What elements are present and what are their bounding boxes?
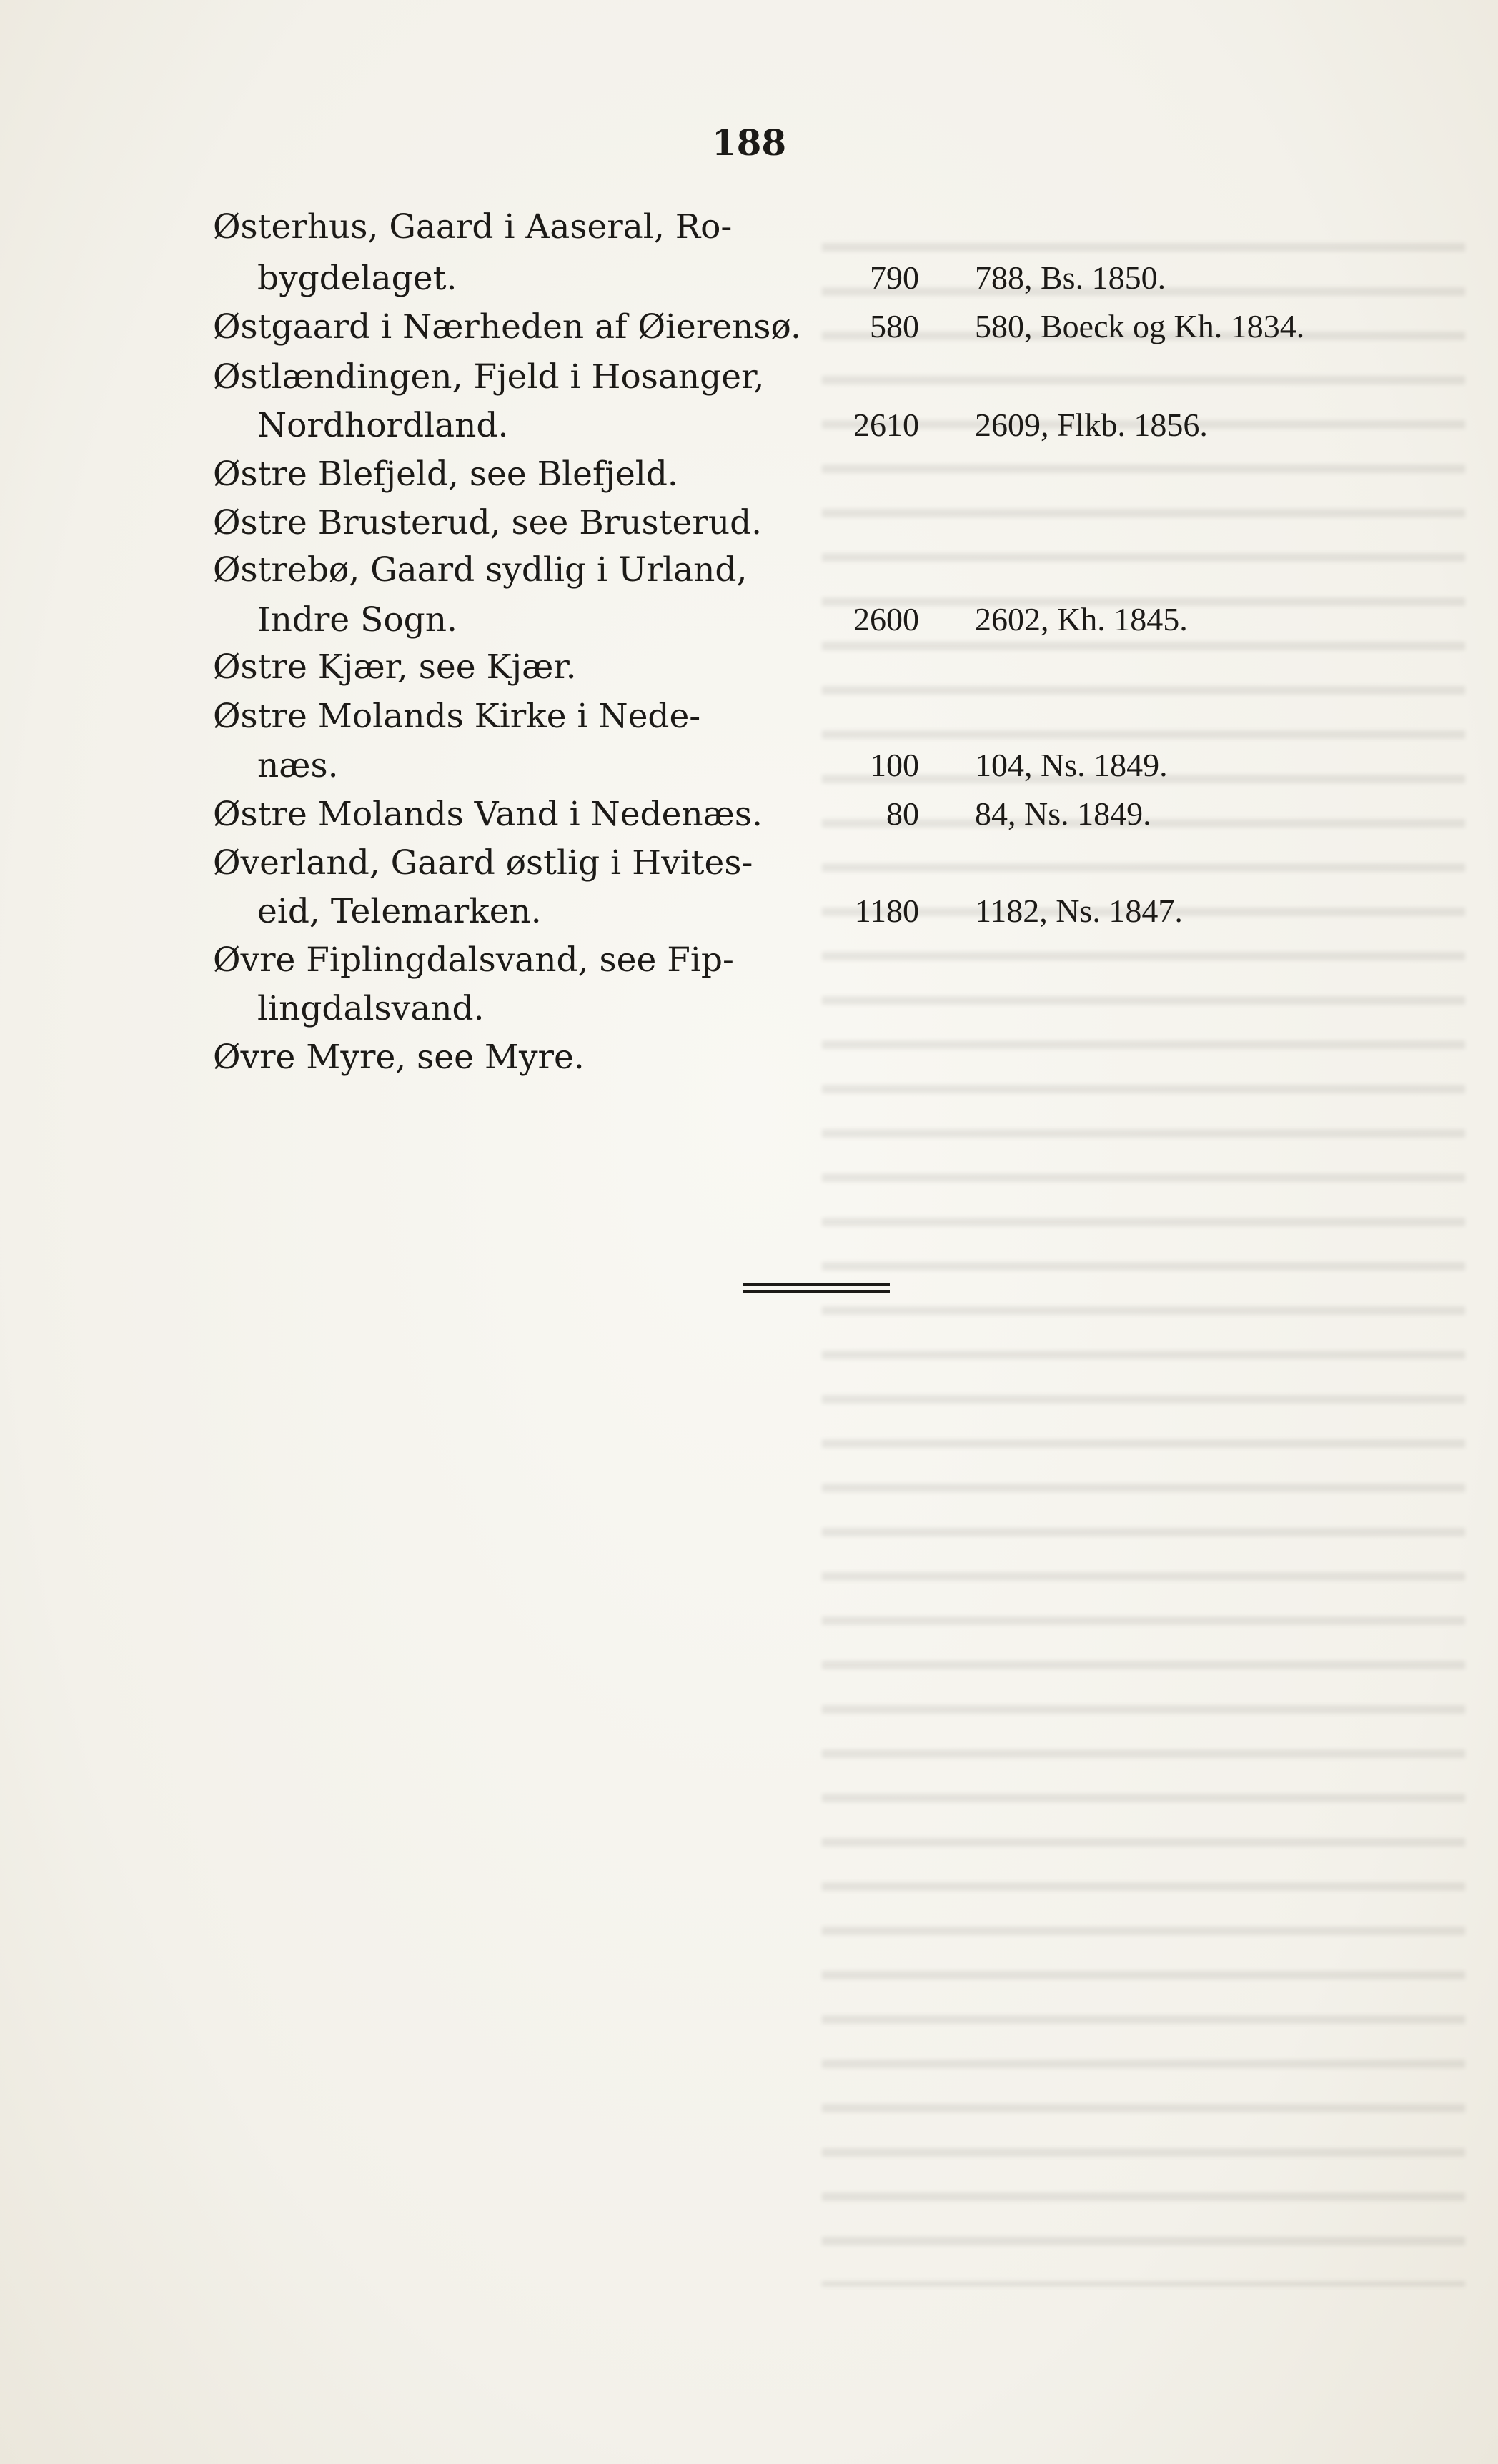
entry-name: Østre Molands Kirke i Nede- — [213, 697, 701, 736]
entry-line — [0, 454, 1498, 500]
height-value: 2610 — [853, 407, 919, 443]
measurement-source: 788, Bs. 1850. — [975, 259, 1166, 296]
height-value: 1180 — [854, 893, 919, 929]
measurement-source: 580, Boeck og Kh. 1834. — [975, 308, 1305, 344]
entry-name: Østre Brusterud, see Brusterud. — [213, 503, 763, 542]
entry-name: Øvre Myre, see Myre. — [213, 1038, 585, 1077]
entry-line — [0, 697, 1498, 742]
measurement-source: 104, Ns. 1849. — [975, 747, 1168, 783]
measurement-source: 84, Ns. 1849. — [975, 795, 1151, 832]
entry-name: Østlændingen, Fjeld i Hosanger, — [213, 357, 765, 397]
entry-line — [0, 892, 1498, 938]
entry-name: Østerhus, Gaard i Aaseral, Ro- — [213, 207, 733, 247]
entry-name: næs. — [257, 746, 339, 785]
entry-line — [0, 600, 1498, 646]
entry-line — [0, 795, 1498, 840]
entry-name: Øverland, Gaard østlig i Hvites- — [213, 843, 753, 883]
entry-name: lingdalsvand. — [257, 989, 485, 1028]
entry-line — [0, 503, 1498, 549]
entry-line — [0, 647, 1498, 693]
height-value: 100 — [870, 747, 919, 783]
entry-line — [0, 207, 1498, 253]
entry-name: Østgaard i Nærheden af Øierensø. — [213, 307, 801, 347]
measurement-source: 2602, Kh. 1845. — [975, 601, 1188, 637]
entry-name: Østre Blefjeld, see Blefjeld. — [213, 454, 678, 494]
entry-line — [0, 1038, 1498, 1083]
entry-line — [0, 989, 1498, 1035]
entry-name: bygdelaget. — [257, 259, 457, 298]
entry-line — [0, 550, 1498, 596]
measurement-source: 2609, Flkb. 1856. — [975, 407, 1208, 443]
entry-line — [0, 746, 1498, 792]
page-number: 188 — [711, 121, 787, 164]
entry-name: eid, Telemarken. — [257, 892, 542, 931]
entry-line — [0, 940, 1498, 986]
entry-name: Indre Sogn. — [257, 600, 457, 640]
entry-line — [0, 843, 1498, 889]
entry-line — [0, 357, 1498, 403]
measurement-source: 1182, Ns. 1847. — [975, 893, 1183, 929]
entry-line — [0, 307, 1498, 353]
entry-name: Øvre Fiplingdalsvand, see Fip- — [213, 940, 734, 980]
entry-name: Østre Kjær, see Kjær. — [213, 647, 577, 687]
entry-name: Østrebø, Gaard sydlig i Urland, — [213, 550, 748, 590]
entry-line — [0, 259, 1498, 304]
height-value: 2600 — [853, 601, 919, 637]
height-value: 80 — [886, 795, 919, 832]
height-value: 580 — [870, 308, 919, 344]
entry-name: Nordhordland. — [257, 406, 509, 445]
section-divider — [743, 1283, 890, 1297]
height-value: 790 — [870, 259, 919, 296]
entry-line — [0, 406, 1498, 452]
entry-name: Østre Molands Vand i Nedenæs. — [213, 795, 763, 834]
